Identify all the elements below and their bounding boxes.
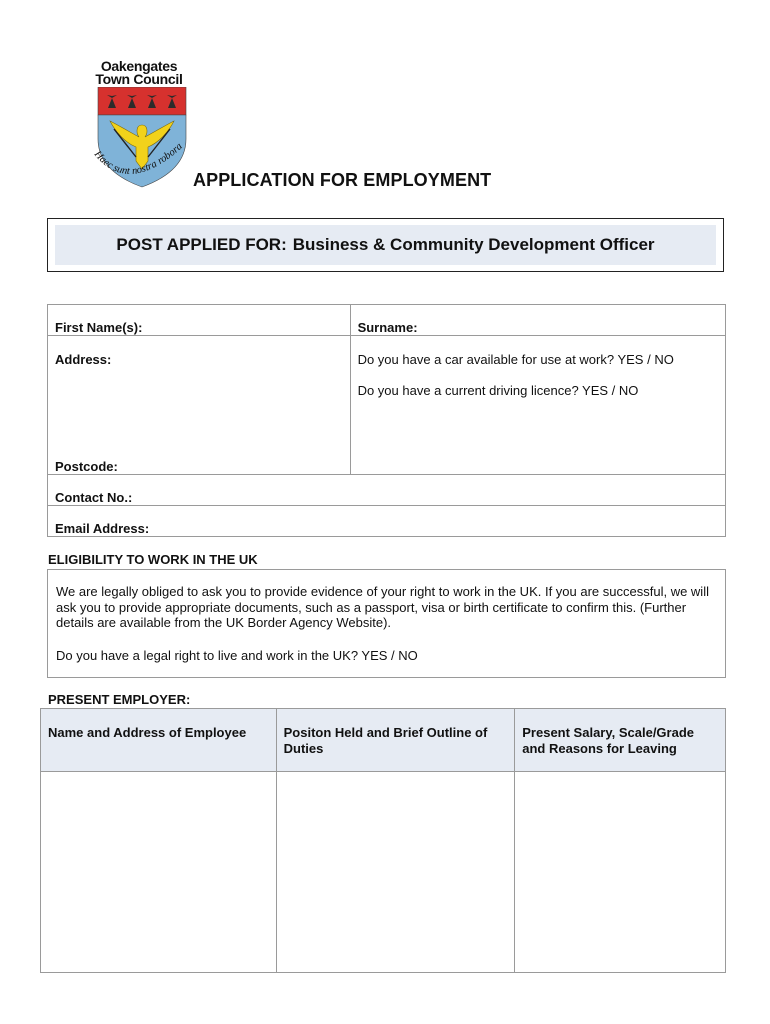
post-applied-box (47, 218, 724, 272)
transport-questions (350, 336, 725, 475)
page-title: APPLICATION FOR EMPLOYMENT (193, 170, 492, 190)
contact-number-field[interactable] (48, 475, 726, 506)
address-label: Address: (55, 352, 112, 367)
personal-details-table (47, 304, 726, 537)
council-name-line2: Town Council (95, 71, 183, 87)
council-name (86, 60, 192, 86)
first-name-label: First Name(s): (55, 320, 143, 335)
post-applied-label: POST APPLIED FOR: (116, 235, 287, 254)
present-employer-table (40, 708, 726, 973)
eligibility-box (47, 569, 726, 678)
car-question[interactable]: Do you have a car available for use at work? YES / NO (357, 352, 674, 367)
salary-reasons-cell[interactable] (515, 772, 726, 973)
post-applied-banner (55, 225, 716, 265)
svg-text:Haec sunt nostra robora (91, 141, 185, 177)
position-duties-cell[interactable] (276, 772, 515, 973)
postcode-label: Postcode: (55, 459, 118, 474)
email-address-field[interactable] (48, 506, 726, 537)
contact-number-label: Contact No.: (55, 490, 133, 505)
post-applied-value: Business & Community Development Officer (292, 235, 655, 254)
present-employer-heading: PRESENT EMPLOYER: (48, 692, 191, 707)
column-header-salary: Present Salary, Scale/Grade and Reasons for Leaving (515, 709, 726, 772)
eligibility-paragraph: We are legally obliged to ask you to provide evidence of your right to work in the UK. If you are successful, we will ask you to provide appropriate documents, such as a passport, visa or birth certificate to confirm this. (Further details are available from the UK Border Agency Website). (56, 584, 709, 630)
crest-motto (90, 140, 200, 190)
address-field[interactable] (48, 336, 351, 475)
employee-name-address-cell[interactable] (41, 772, 277, 973)
first-name-field[interactable] (48, 305, 351, 336)
email-address-label: Email Address: (55, 521, 150, 536)
column-header-position: Positon Held and Brief Outline of Duties (276, 709, 515, 772)
surname-label: Surname: (357, 320, 418, 335)
eligibility-heading: ELIGIBILITY TO WORK IN THE UK (48, 552, 258, 567)
surname-field[interactable] (350, 305, 725, 336)
right-to-work-question[interactable]: Do you have a legal right to live and work in the UK? YES / NO (56, 647, 418, 663)
motto-text: Haec sunt nostra robora (91, 141, 185, 177)
council-name-line1: Oakengates (100, 58, 178, 74)
column-header-employee: Name and Address of Employee (41, 709, 277, 772)
licence-question[interactable]: Do you have a current driving licence? YES / NO (357, 383, 639, 398)
